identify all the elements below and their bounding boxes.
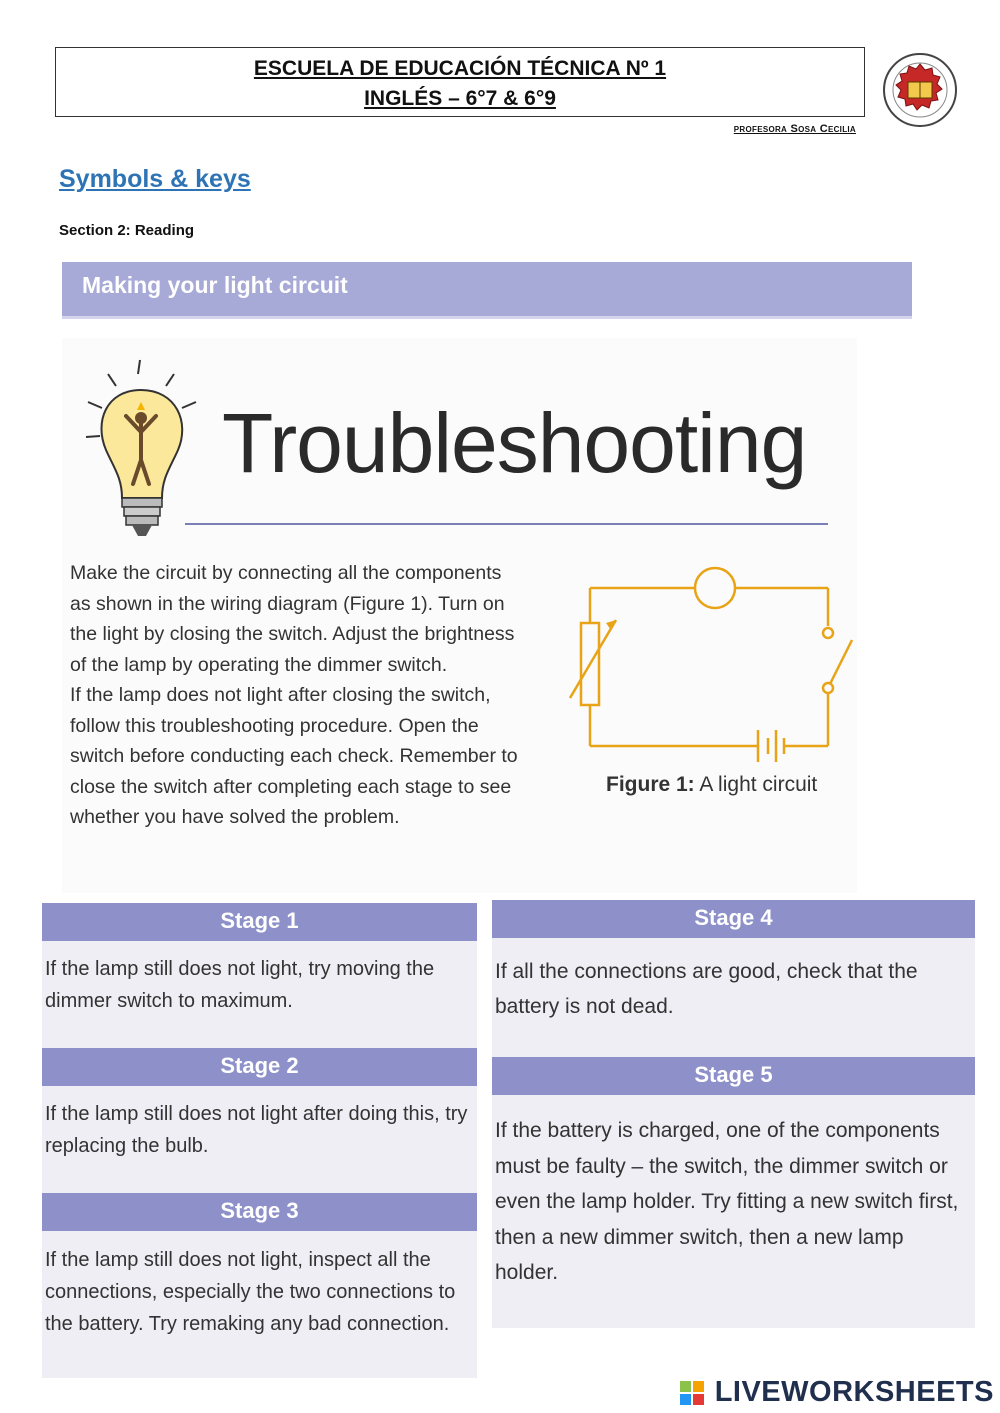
figure-caption bbox=[606, 773, 817, 797]
school-logo bbox=[880, 50, 960, 130]
liveworksheets-logo-icon bbox=[680, 1381, 704, 1405]
title-divider bbox=[185, 523, 828, 525]
watermark-text: LIVEWORKSHEETS bbox=[714, 1376, 994, 1408]
stage-title: Stage 2 bbox=[42, 1048, 477, 1086]
caption-text: A light circuit bbox=[699, 773, 818, 796]
caption-label: Figure 1: bbox=[606, 773, 695, 796]
figure-title: Troubleshooting bbox=[222, 396, 807, 490]
banner-title: Making your light circuit bbox=[82, 272, 348, 298]
stage-text: If the lamp still does not light, inspect all the connections, especially the two connections to the battery. Try remaking any bad connection. bbox=[45, 1249, 456, 1335]
section-banner bbox=[62, 262, 912, 316]
intro-paragraph: If the lamp does not light after closing the switch, follow this troubleshooting procedure. Open the switch before conducting each check. Remember to close the switch after completing each stage to see whether you have solved the problem. bbox=[70, 684, 518, 828]
course-name: INGLÉS – 6°7 & 6°9 bbox=[364, 87, 556, 110]
intro-text bbox=[70, 558, 520, 833]
stage-title: Stage 5 bbox=[492, 1057, 975, 1095]
stage-title: Stage 3 bbox=[42, 1193, 477, 1231]
stages-right-column bbox=[492, 900, 975, 1328]
page-title: Symbols & keys bbox=[59, 165, 251, 193]
header-box bbox=[55, 47, 865, 117]
stage-text: If the lamp still does not light after doing this, try replacing the bulb. bbox=[45, 1103, 468, 1157]
teacher-name: profesora Sosa Cecilia bbox=[733, 123, 856, 135]
stage-text: If the battery is charged, one of the components must be faulty – the switch, the dimmer switch or even the lamp holder. Try fitting a new switch first, then a new dimmer switch, then a new lamp holder. bbox=[495, 1119, 959, 1284]
circuit-diagram bbox=[560, 558, 860, 773]
lightbulb-icon bbox=[78, 352, 208, 552]
stage-title: Stage 4 bbox=[492, 900, 975, 938]
stages-left-column bbox=[42, 903, 477, 1378]
stage-text: If all the connections are good, check that the battery is not dead. bbox=[495, 960, 918, 1018]
watermark bbox=[694, 1376, 994, 1410]
intro-paragraph: Make the circuit by connecting all the components as shown in the wiring diagram (Figure 1). Turn on the light by closing the switch. Adjust the brightness of the lamp by operating the dimmer switch. bbox=[70, 562, 515, 676]
school-name: ESCUELA DE EDUCACIÓN TÉCNICA Nº 1 bbox=[253, 57, 667, 80]
section-label: Section 2: Reading bbox=[59, 222, 195, 239]
stage-text: If the lamp still does not light, try moving the dimmer switch to maximum. bbox=[45, 958, 435, 1012]
stage-title: Stage 1 bbox=[42, 903, 477, 941]
